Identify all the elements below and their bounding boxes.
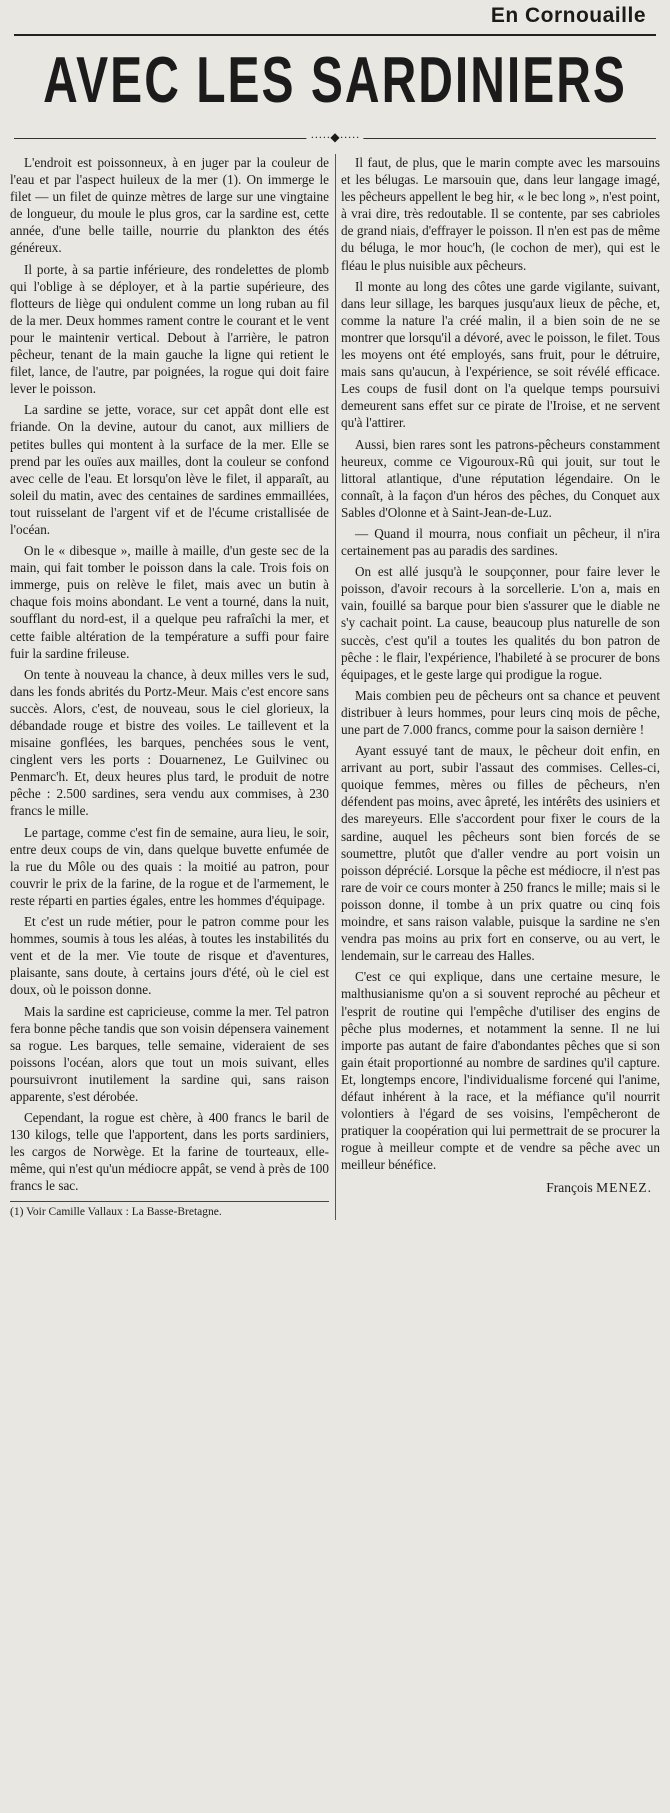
paragraph: Aussi, bien rares sont les patrons-pêcheurs constamment heureux, comme ce Vigouroux-Rû qui jouit, sur tout le littoral atlantique, d'une réputation légendaire. On le connaît, à la façon d'un héros des pêches, du Conquet aux Sables d'Olonne et à Saint-Jean-de-Luz.	[341, 436, 660, 520]
author-first-name: François	[546, 1180, 593, 1196]
paragraph: Il monte au long des côtes une garde vigilante, suivant, dans leur sillage, les barques jusqu'aux lieux de pêche, et, comme la nature l'a créé malin, il a bien soin de ne se montrer que lorsqu'il a dévoré, avec le poisson, le filet. Tous les moyens ont été employés, sans fruit, pour le détruire, mais sans qu'aucun, à l'expérience, se soit révélé efficace. Les coups de fusil dont on l'a quelque temps poursuivi demeurent sans effet sur ce pirate de l'Iroise, et ne servent qu'à l'attirer.	[341, 278, 660, 431]
column-rule	[335, 154, 336, 1220]
paragraph: Le partage, comme c'est fin de semaine, aura lieu, le soir, entre deux coups de vin, dans quelque buvette enfumée de la rue du Môle ou des quais : la moitié au patron, pour couvrir le prix de la farine, de la rogue et de l'armement, le reste réparti en parties égales, entre les hommes d'équipage.	[10, 824, 329, 908]
paragraph: Cependant, la rogue est chère, à 400 francs le baril de 130 kilogs, telle que l'apportent, dans les ports sardiniers, les cargos de Norwège. Et la farine de tourteaux, elle-même, qui n'est qu'un médiocre appât, se vend à près de 100 francs le sac.	[10, 1110, 329, 1194]
footnote: (1) Voir Camille Vallaux : La Basse-Bretagne.	[10, 1201, 329, 1220]
paragraph: Il faut, de plus, que le marin compte avec les marsouins et les bélugas. Le marsouin que, dans leur langage imagé, les pêcheurs appellent le beg hir, « le bec long », n'est point, à vrai dire, très redoutable. Il se contente, par ses cabrioles de grand niais, d'effrayer le poisson. Il n'en est pas de même du béluga, le mor houc'h, (le cochon de mer), qui est le fléau le plus nuisible aux pêcheurs.	[341, 155, 660, 273]
paragraph: La sardine se jette, vorace, sur cet appât dont elle est friande. On la devine, autour du canot, aux milliers de petites bulles qui montent à la surface de la mer. Elle se prend par les ouïes aux mailles, dont la couleur se confond avec celle de l'eau. Et lorsqu'on lève le filet, il apparaît, au soleil du matin, avec des centaines de sardines emmaillées, tout ruisselant de l'argent vif et de l'écume cristallisée de l'océan.	[10, 402, 329, 537]
paragraph: Et c'est un rude métier, pour le patron comme pour les hommes, soumis à tous les aléas, à toutes les instabilités du vent et de la mer. Vie toute de risque et d'aventures, plaisante, sans doute, à certains jours d'été, où le ciel est doux, où le poisson donne.	[10, 914, 329, 998]
paragraph: On le « dibesque », maille à maille, d'un geste sec de la main, qui fait tomber le poisson dans la cale. Trois fois on immerge, puis on relève le filet, mais avec un butin à chaque fois moins abondant. Le vent a tourné, dans la nuit, soufflant du nord-est, il a quelque peu rafraîchi la mer, et cette faible altération de la température a suffi pour faire fuir la sardine frileuse.	[10, 543, 329, 661]
paragraph: — Quand il mourra, nous confiait un pêcheur, il n'ira certainement pas au paradis des sardines.	[341, 525, 660, 559]
rubric-row	[10, 0, 660, 34]
section-rubric: En Cornouaille	[490, 4, 646, 27]
paragraph: L'endroit est poissonneux, à en juger par la couleur de l'eau et par l'aspect huileux de la mer (1). On immerge le filet — un filet de quinze mètres de large sur une vingtaine de longueur, du moule le plus gros, car la sardine est, cette année, d'une belle taille, nourrie du plankton des étés généreux.	[10, 155, 329, 256]
paragraph: On est allé jusqu'à le soupçonner, pour faire lever le poisson, d'avoir recours à la sorcellerie. L'on a, mais en vain, fouillé sa barque pour bien s'assurer que le diable ne s'y cachait point. La cause, beaucoup plus naturelle de son succès, c'est qu'il a toutes les qualités du bon patron de pêche : le flair, l'expérience, l'habileté à se procurer de bons équipages, et le geste large qui prodigue la rogue.	[341, 564, 660, 682]
paragraph: C'est ce qui explique, dans une certaine mesure, le malthusianisme qu'on a si souvent reproché au pêcheur et l'esprit de routine qui l'empêche d'utiliser des engins de pêche plus modernes, et notamment la senne. Il ne lui importe pas autant de faire d'abondantes pêches que si son gain était proportionné au nombre de sardines qu'il capture. Et, longtemps encore, l'individualisme forcené qui l'anime, défaut inhérent à la race, et la méfiance qu'il nourrit volontiers à l'égard de ses voisins, l'empêcheront de pratiquer la coopération qui lui permettrait de se procurer la rogue à meilleur compte et de vendre sa pêche avec un meilleur bénéfice.	[341, 969, 660, 1173]
author-last-name: MENEZ.	[596, 1180, 652, 1196]
paragraph: Il porte, à sa partie inférieure, des rondelettes de plomb qui l'oblige à se déployer, et à la partie supérieure, des flotteurs de liège qui ondulent comme un long ruban au fil de la mer. Deux hommes rament contre le courant et le vent pour le maintenir vertical. Debout à l'arrière, le patron pêcheur, tenant de la main gauche la ligne qui retient le filet, lance, de l'autre, par poignées, la rogue qui doit faire lever le poisson.	[10, 261, 329, 397]
author-signature	[341, 1179, 660, 1196]
right-column	[341, 154, 660, 1220]
paragraph: Ayant essuyé tant de maux, le pêcheur doit enfin, en arrivant au port, subir l'assaut des commises. Celles-ci, quoique femmes, mères ou filles de pêcheurs, n'en défendent pas moins, avec âpreté, les intérêts des usiniers et des mareyeurs. Elle s'accordent pour fixer le cours de la sardine, auquel les pêcheurs sont bien forcés de se soumettre, plutôt que d'aller vendre au port voisin un poisson déprécié. Lorsque la pêche est médiocre, il n'est pas rare de voir ce cours monter à 250 francs le mille; mais si le poisson donne, il tombe à un prix quatre ou cinq fois moindre, et sans raison valable, puisque la sardine ne s'en vendra pas moins au prix fort en conserve, ou au vert, le lendemain, sur le carreau des Halles.	[341, 743, 660, 964]
paragraph: On tente à nouveau la chance, à deux milles vers le sud, dans les fonds abrités du Portz-Meur. Mais c'est encore sans succès. Alors, c'est, de nouveau, sous le ciel glorieux, la débandade rouge et bistre des voiles. Le taillevent et la misaine gonflées, les barques, penchées sous le vent, cinglent vers les ports : Douarnenez, Le Guilvinec ou Penmarc'h. Et, deux heures plus tard, le produit de notre pêche : 2.500 sardines, sera vendu aux commises, à 230 francs le mille.	[10, 666, 329, 819]
ornamental-divider	[14, 130, 656, 144]
top-rule	[14, 34, 656, 36]
headline: AVEC LES SARDINIERS	[43, 45, 627, 117]
divider-ornament: ·····◆·····	[306, 130, 363, 144]
paragraph: Mais combien peu de pêcheurs ont sa chance et peuvent distribuer à leurs hommes, pour leurs cinq mois de pêche, une part de 7.000 francs, comme pour la saison dernière !	[341, 687, 660, 737]
article-columns	[10, 154, 660, 1220]
left-column	[10, 154, 329, 1220]
paragraph: Mais la sardine est capricieuse, comme la mer. Tel patron fera bonne pêche tandis que son voisin dépensera vainement sa rogue. Les barques, telle semaine, videraient de ses poissons l'océan, alors que tout un mois suivant, elles poursuivront inutilement la sardine qui, sans raison apparente, s'est dérobée.	[10, 1003, 329, 1104]
